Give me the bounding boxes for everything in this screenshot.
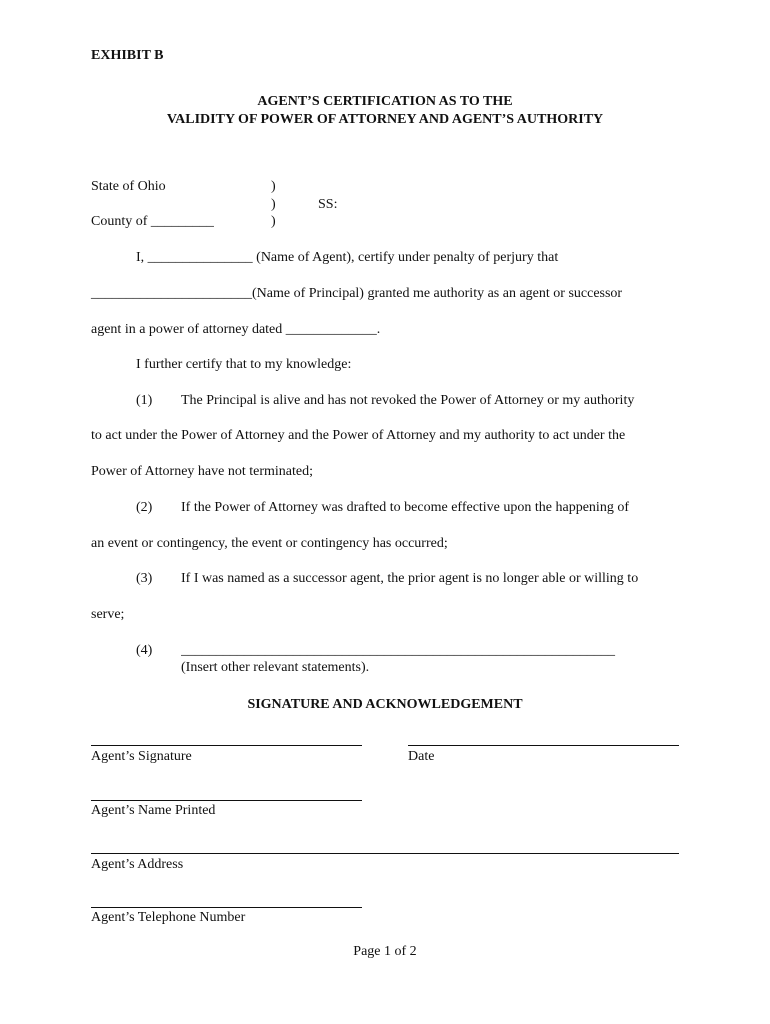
item-number: (1) — [136, 393, 153, 408]
item1-line-1: The Principal is alive and has not revoked the Power of Attorney or my authority — [181, 393, 635, 408]
page-number: Page 1 of 2 — [353, 944, 417, 959]
agent-telephone-line — [91, 907, 362, 908]
venue-county: County of _________ — [91, 214, 214, 229]
item1-line-3: Power of Attorney have not terminated; — [91, 464, 313, 479]
agent-name-label: Agent’s Name Printed — [91, 803, 216, 818]
venue-state: State of Ohio — [91, 179, 166, 194]
agent-telephone-label: Agent’s Telephone Number — [91, 910, 246, 925]
agent-signature-label: Agent’s Signature — [91, 749, 192, 764]
document-title-line2: VALIDITY OF POWER OF ATTORNEY AND AGENT’S AUTHORITY — [166, 112, 604, 127]
date-line — [408, 745, 679, 746]
item3-line-2: serve; — [91, 607, 125, 622]
certification-line-2: _______________________(Name of Principal) granted me authority as an agent or successor — [91, 286, 623, 301]
further-certify-line: I further certify that to my knowledge: — [136, 357, 352, 372]
signature-heading: SIGNATURE AND ACKNOWLEDGEMENT — [247, 697, 523, 712]
venue-paren: ) — [271, 179, 276, 194]
venue-paren: ) — [271, 197, 276, 212]
certification-line-3: agent in a power of attorney dated _____________. — [91, 322, 381, 337]
item-number: (2) — [136, 500, 153, 515]
item1-line-2: to act under the Power of Attorney and the Power of Attorney and my authority to act under the — [91, 428, 626, 443]
item3-line-1: If I was named as a successor agent, the prior agent is no longer able or willing to — [181, 571, 639, 586]
item4-label: (Insert other relevant statements). — [181, 660, 370, 675]
venue-ss: SS: — [318, 197, 338, 212]
agent-name-line — [91, 800, 362, 801]
agent-address-label: Agent’s Address — [91, 857, 184, 872]
item2-line-1: If the Power of Attorney was drafted to become effective upon the happening of — [181, 500, 629, 515]
item-number: (3) — [136, 571, 153, 586]
item4-blank-line: ______________________________________________________________ — [181, 643, 615, 658]
date-label: Date — [408, 749, 435, 764]
agent-signature-line — [91, 745, 362, 746]
agent-address-line — [91, 853, 679, 854]
document-title-line1: AGENT’S CERTIFICATION AS TO THE — [257, 94, 513, 109]
certification-line-1: I, _______________ (Name of Agent), certify under penalty of perjury that — [136, 250, 559, 265]
exhibit-label: EXHIBIT B — [91, 48, 164, 63]
item2-line-2: an event or contingency, the event or contingency has occurred; — [91, 536, 448, 551]
item-number: (4) — [136, 643, 153, 658]
venue-paren: ) — [271, 214, 276, 229]
